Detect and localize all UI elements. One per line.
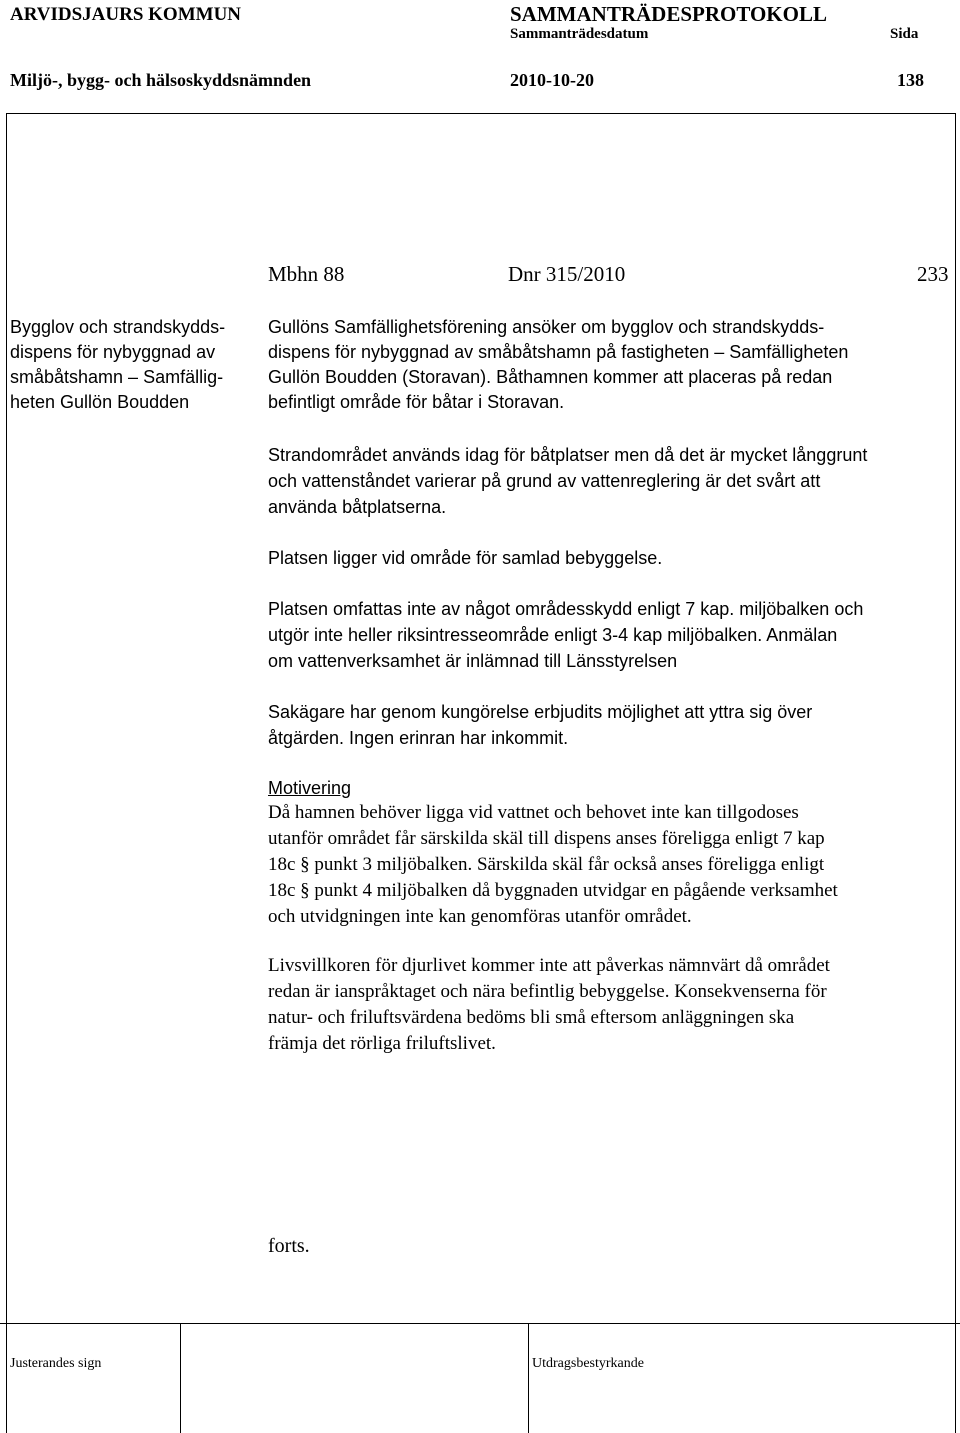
page-label: Sida <box>890 26 919 42</box>
paragraph-line: och utvidgningen inte kan genomföras utanför området. <box>268 906 692 927</box>
section-number: Mbhn 88 <box>268 262 345 286</box>
case-title <box>10 315 225 415</box>
intro-line: dispens för nybyggnad av småbåtshamn på fastigheten – Samfälligheten <box>268 342 849 362</box>
paragraph-shore-area <box>268 442 867 520</box>
case-title-line: dispens för nybyggnad av <box>10 342 216 362</box>
frame-left-border <box>6 113 7 1323</box>
case-title-line: heten Gullön Boudden <box>10 392 190 412</box>
signature-label: Justerandes sign <box>10 1356 102 1371</box>
footer-separator <box>528 1323 529 1433</box>
intro-paragraph <box>268 315 848 415</box>
paragraph-line: Då hamnen behöver ligga vid vattnet och behovet inte kan tillgodoses <box>268 802 799 823</box>
footer-border-left <box>6 1323 7 1433</box>
extract-label: Utdragsbestyrkande <box>532 1356 644 1371</box>
intro-line: Gullöns Samfällighetsförening ansöker om bygglov och strandskydds- <box>268 317 825 337</box>
continued-marker: forts. <box>268 1235 310 1257</box>
footer-separator <box>180 1323 181 1433</box>
paragraph-motivation <box>268 800 838 930</box>
intro-line: Gullön Boudden (Storavan). Båthamnen kommer att placeras på redan <box>268 367 833 387</box>
document-type: SAMMANTRÄDESPROTOKOLL <box>510 2 827 26</box>
paragraph-line: 18c § punkt 4 miljöbalken då byggnaden utvidgar en pågående verksamhet <box>268 880 838 901</box>
paragraph-line: 18c § punkt 3 miljöbalken. Särskilda skäl får också anses föreligga enligt <box>268 854 825 875</box>
date-label: Sammanträdesdatum <box>510 26 649 42</box>
paragraph-line: Platsen ligger vid område för samlad bebyggelse. <box>268 548 663 568</box>
case-title-line: småbåtshamn – Samfällig- <box>10 367 224 387</box>
paragraph-line: utanför området får särskilda skäl till dispens anses föreligga enligt 7 kap <box>268 828 825 849</box>
municipality-name: ARVIDSJAURS KOMMUN <box>10 4 242 25</box>
dnr-number: Dnr 315/2010 <box>508 262 626 286</box>
committee-name: Miljö-, bygg- och hälsoskyddsnämnden <box>10 70 312 90</box>
intro-line: befintligt område för båtar i Storavan. <box>268 392 565 412</box>
paragraph-protection <box>268 596 863 674</box>
paragraph-line: Livsvillkoren för djurlivet kommer inte att påverkas nämnvärt då området <box>268 955 830 976</box>
paragraph-line: främja det rörliga friluftslivet. <box>268 1033 496 1054</box>
paragraph-stakeholders <box>268 699 812 751</box>
page-number: 138 <box>897 70 924 90</box>
paragraph-line: Strandområdet används idag för båtplatser men då det är mycket långgrunt <box>268 445 868 465</box>
footer-divider <box>0 1323 960 1324</box>
paragraph-line: Sakägare har genom kungörelse erbjudits möjlighet att yttra sig över <box>268 702 813 722</box>
frame-right-border <box>955 113 956 1323</box>
frame-top-border <box>6 113 956 114</box>
paragraph-location <box>268 545 662 571</box>
paragraph-line: Platsen omfattas inte av något områdesskydd enligt 7 kap. miljöbalken och <box>268 599 864 619</box>
paragraph-line: redan är ianspråktaget och nära befintlig bebyggelse. Konsekvenserna för <box>268 981 827 1002</box>
footer-border-right <box>955 1323 956 1433</box>
paragraph-line: utgör inte heller riksintresseområde enligt 3-4 kap miljöbalken. Anmälan <box>268 625 838 645</box>
meeting-date: 2010-10-20 <box>510 70 594 90</box>
paragraph-wildlife <box>268 953 830 1057</box>
motivering-heading: Motivering <box>268 778 352 798</box>
case-title-line: Bygglov och strandskydds- <box>10 317 226 337</box>
case-number: 233 <box>917 262 949 286</box>
paragraph-line: åtgärden. Ingen erinran har inkommit. <box>268 728 569 748</box>
paragraph-line: natur- och friluftsvärdena bedöms bli små eftersom anläggningen ska <box>268 1007 795 1028</box>
paragraph-line: om vattenverksamhet är inlämnad till Länsstyrelsen <box>268 651 678 671</box>
paragraph-line: använda båtplatserna. <box>268 497 447 517</box>
paragraph-line: och vattenståndet varierar på grund av vattenreglering är det svårt att <box>268 471 821 491</box>
